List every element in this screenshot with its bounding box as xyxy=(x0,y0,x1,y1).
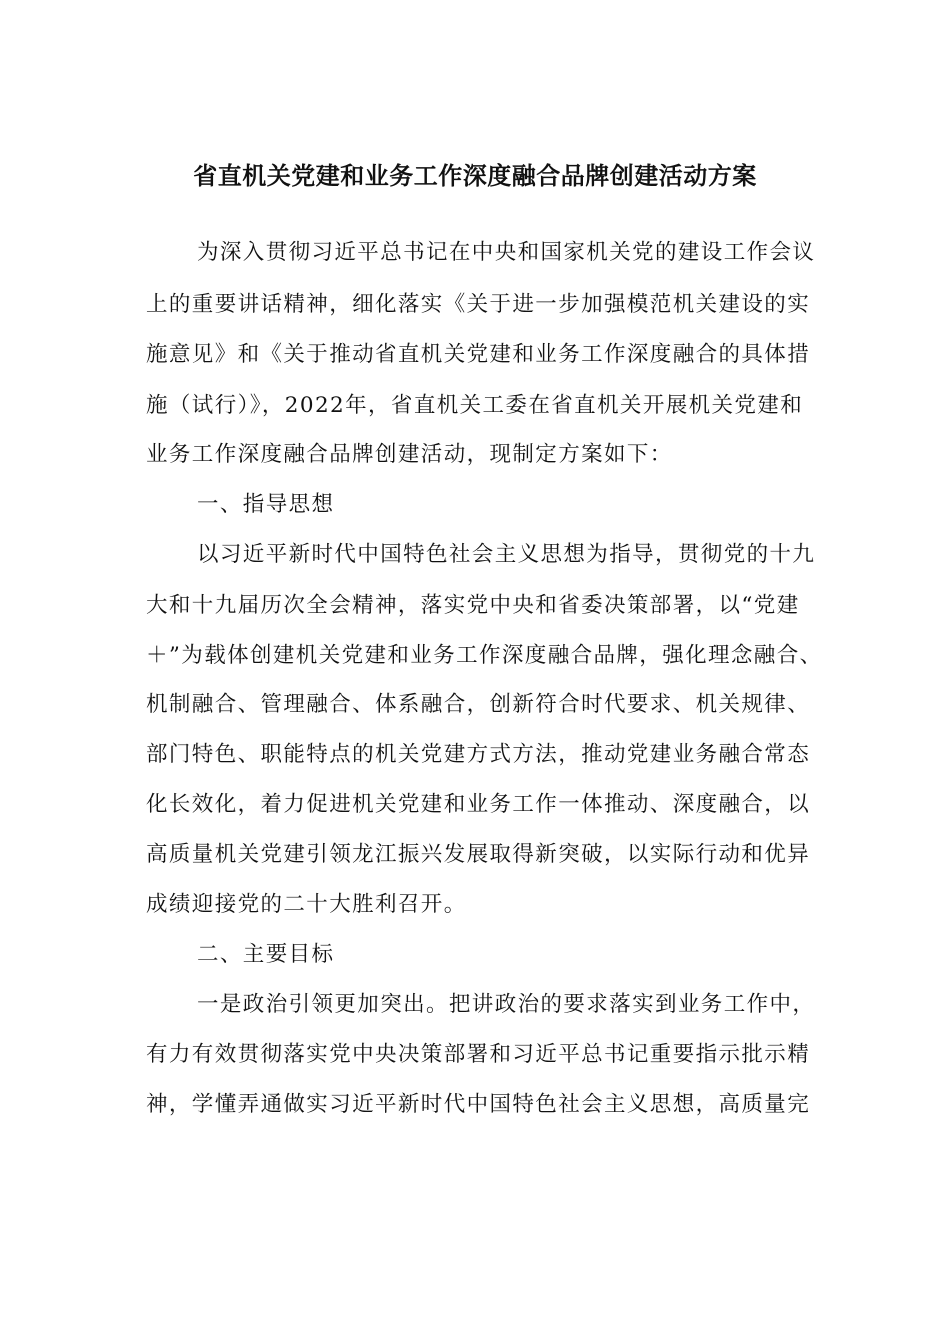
paragraph-guiding-line-1: 以习近平新时代中国特色社会主义思想为指导，贯彻党的十九 xyxy=(197,542,816,567)
paragraph-intro-line-3: 施意见》和《关于推动省直机关党建和业务工作深度融合的具体措 xyxy=(146,342,811,367)
paragraph-intro-line-5: 业务工作深度融合品牌创建活动，现制定方案如下： xyxy=(146,442,673,467)
paragraph-guiding-line-6: 化长效化，着力促进机关党建和业务工作一体推动、深度融合，以 xyxy=(146,792,811,817)
paragraph-goals-line-2: 有力有效贯彻落实党中央决策部署和习近平总书记重要指示批示精 xyxy=(146,1042,811,1067)
paragraph-guiding-line-5: 部门特色、职能特点的机关党建方式方法，推动党建业务融合常态 xyxy=(146,742,811,767)
paragraph-intro-line-1: 为深入贯彻习近平总书记在中央和国家机关党的建设工作会议 xyxy=(197,240,816,265)
document-title: 省直机关党建和业务工作深度融合品牌创建活动方案 xyxy=(193,161,757,190)
paragraph-guiding-line-3: ＋”为载体创建机关党建和业务工作深度融合品牌，强化理念融合、 xyxy=(146,643,823,668)
paragraph-intro-line-4: 施（试行）》，2022年，省直机关工委在省直机关开展机关党建和 xyxy=(146,393,804,418)
section-heading-guiding-thought: 一、指导思想 xyxy=(197,492,335,517)
section-heading-main-goals: 二、主要目标 xyxy=(197,942,335,967)
paragraph-intro-line-2: 上的重要讲话精神，细化落实《关于进一步加强模范机关建设的实 xyxy=(146,292,811,317)
paragraph-guiding-line-8: 成绩迎接党的二十大胜利召开。 xyxy=(146,892,467,917)
paragraph-goals-line-3: 神，学懂弄通做实习近平新时代中国特色社会主义思想，高质量完 xyxy=(146,1092,811,1117)
paragraph-guiding-line-4: 机制融合、管理融合、体系融合，创新符合时代要求、机关规律、 xyxy=(146,692,811,717)
paragraph-goals-line-1: 一是政治引领更加突出。把讲政治的要求落实到业务工作中， xyxy=(197,992,816,1017)
paragraph-guiding-line-2: 大和十九届历次全会精神，落实党中央和省委决策部署，以“党建 xyxy=(146,593,800,618)
paragraph-guiding-line-7: 高质量机关党建引领龙江振兴发展取得新突破，以实际行动和优异 xyxy=(146,842,811,867)
